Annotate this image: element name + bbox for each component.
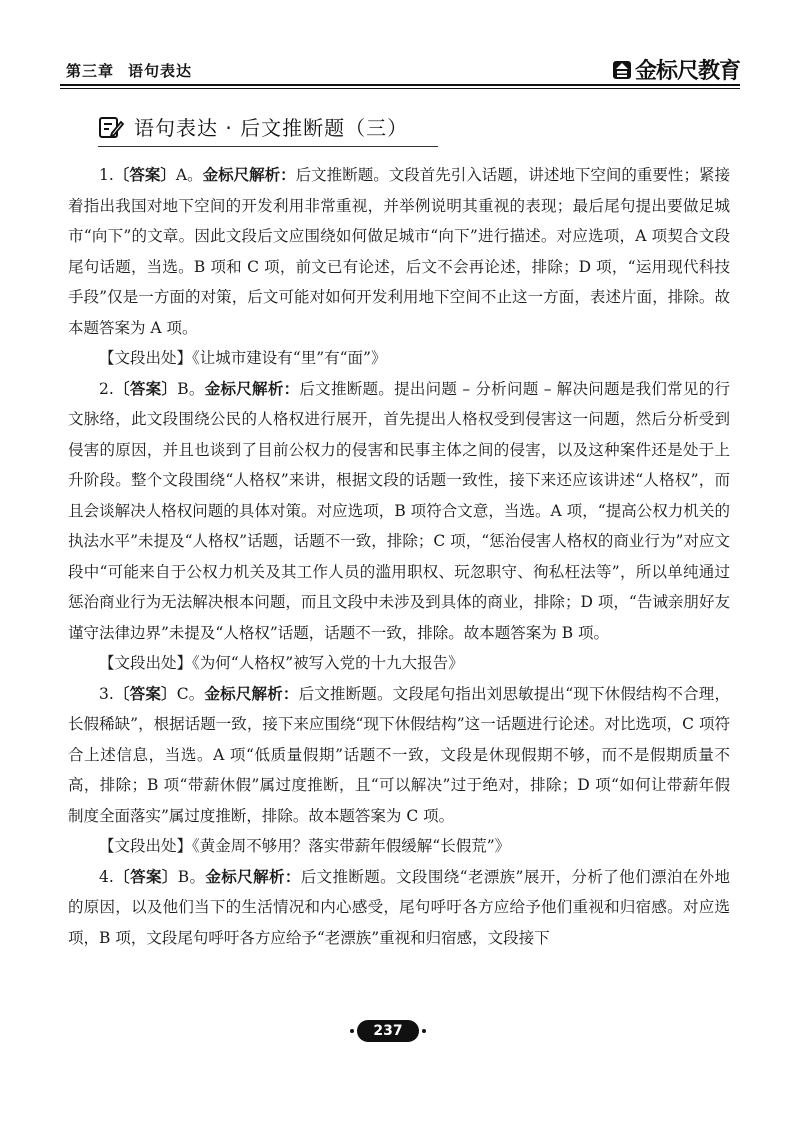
answer-label: 〔答案〕: [113, 867, 178, 886]
analysis-label: 金标尺解析：: [202, 166, 296, 184]
answer-label: 〔答案〕: [113, 684, 177, 703]
answer-item: [68, 160, 730, 343]
brand-name: 金标尺教育: [634, 59, 740, 84]
brand-logo-icon: [612, 60, 632, 80]
answer-value: C。: [176, 684, 205, 703]
analysis-label: 金标尺解析：: [204, 684, 299, 703]
header-divider-thin: [60, 88, 740, 89]
analysis-text: 后文推断题。文段围绕“老漂族”展开，分析了他们漂泊在外地的原因，以及他们当下的生活情况和内心感受，尾句呼吁各方应给予他们重视和归宿感。对应选项，B 项，文段尾句呼吁各方应给予“老漂族”重视和归宿感，文段接下: [68, 867, 730, 947]
analysis-label: 金标尺解析：: [204, 379, 300, 398]
answer-label: 〔答案〕: [113, 166, 176, 184]
section-title: 语句表达 · 后文推断题（三）: [134, 116, 409, 140]
source-title: 《黄金周不够用？落实带薪年假缓解“长假荒”》: [192, 837, 511, 855]
header-divider: [60, 84, 740, 86]
chapter-number: 第三章: [66, 62, 115, 80]
source-label: 【文段出处】: [99, 349, 193, 367]
item-number: 3.: [99, 684, 114, 703]
source-title: 《为何“人格权”被写入党的十九大报告》: [192, 654, 464, 672]
answer-item: [68, 679, 730, 832]
source-label: 【文段出处】: [99, 654, 193, 672]
section-heading: [98, 112, 408, 141]
source-line: [68, 648, 730, 679]
source-line: [68, 831, 730, 862]
answer-item: [68, 374, 730, 649]
chapter-title: 语句表达: [128, 62, 193, 80]
answer-value: A。: [175, 166, 203, 184]
answer-value: B。: [177, 379, 205, 398]
chapter-heading: [66, 60, 206, 81]
answer-label: 〔答案〕: [113, 379, 178, 398]
source-title: 《让城市建设有“里”有“面”》: [192, 349, 387, 367]
item-number: 2.: [99, 379, 114, 398]
source-label: 【文段出处】: [99, 837, 193, 855]
analysis-text: 后文推断题。提出问题 – 分析问题 – 解决问题是我们常见的行文脉络，此文段围绕公民的人格权进行展开，首先提出人格权受到侵害这一问题，然后分析受到侵害的原因，并且也谈到了目前公权力的侵害和民事主体之间的侵害，以及这种案件还是处于上升阶段。整个文段围绕“人格权”来讲，根据文段的话题一致性，接下来还应该讲述“人格权”，而且会谈解决人格权问题的具体对策。对应选项，B 项符合文意，当选。A 项，“提高公权力机关的执法水平”未提及“人格权”话题，话题不一致，排除；C 项，“惩治侵害人格权的商业行为”对应文段中“可能来自于公权力机关及其工作人员的滥用职权、玩忽职守、徇私枉法等”，所以单纯通过惩治商业行为无法解决根本问题，而且文段中未涉及到具体的商业，排除；D 项，“告诫亲朋好友谨守法律边界”未提及“人格权”话题，话题不一致，排除。故本题答案为 B 项。: [68, 379, 730, 642]
page-header: [66, 52, 740, 92]
answer-item: [68, 862, 730, 954]
pencil-note-icon: [98, 114, 124, 140]
item-number: 4.: [99, 867, 114, 886]
answer-value: B。: [177, 867, 206, 886]
section-title-underline: [98, 146, 438, 147]
item-number: 1.: [99, 166, 114, 184]
answer-content: [68, 160, 730, 953]
analysis-text: 后文推断题。文段首先引入话题，讲述地下空间的重要性；紧接着指出我国对地下空间的开发利用非常重视，并举例说明其重视的表现；最后尾句提出要做足城市“向下”的文章。因此文段后文应围绕如何做足城市“向下”进行描述。对应选项，A 项契合文段尾句话题，当选。B 项和 C 项，前文已有论述，后文不会再论述，排除；D 项，“运用现代科技手段”仅是一方面的对策，后文可能对如何开发利用地下空间不止这一方面，表述片面，排除。故本题答案为 A 项。: [68, 166, 730, 337]
brand: [612, 54, 740, 85]
analysis-label: 金标尺解析：: [205, 867, 301, 886]
page-number: 237: [357, 1020, 419, 1042]
analysis-text: 后文推断题。文段尾句指出刘思敏提出“现下休假结构不合理，长假稀缺”，根据话题一致，接下来应围绕“现下休假结构”这一话题进行论述。对比选项，C 项符合上述信息，当选。A 项“低质量假期”话题不一致，文段是休现假期不够，而不是假期质量不高，排除；B 项“带薪休假”属过度推断，且“可以解决”过于绝对，排除；D 项“如何让带薪年假制度全面落实”属过度推断，排除。故本题答案为 C 项。: [68, 684, 730, 825]
source-line: [68, 343, 730, 374]
